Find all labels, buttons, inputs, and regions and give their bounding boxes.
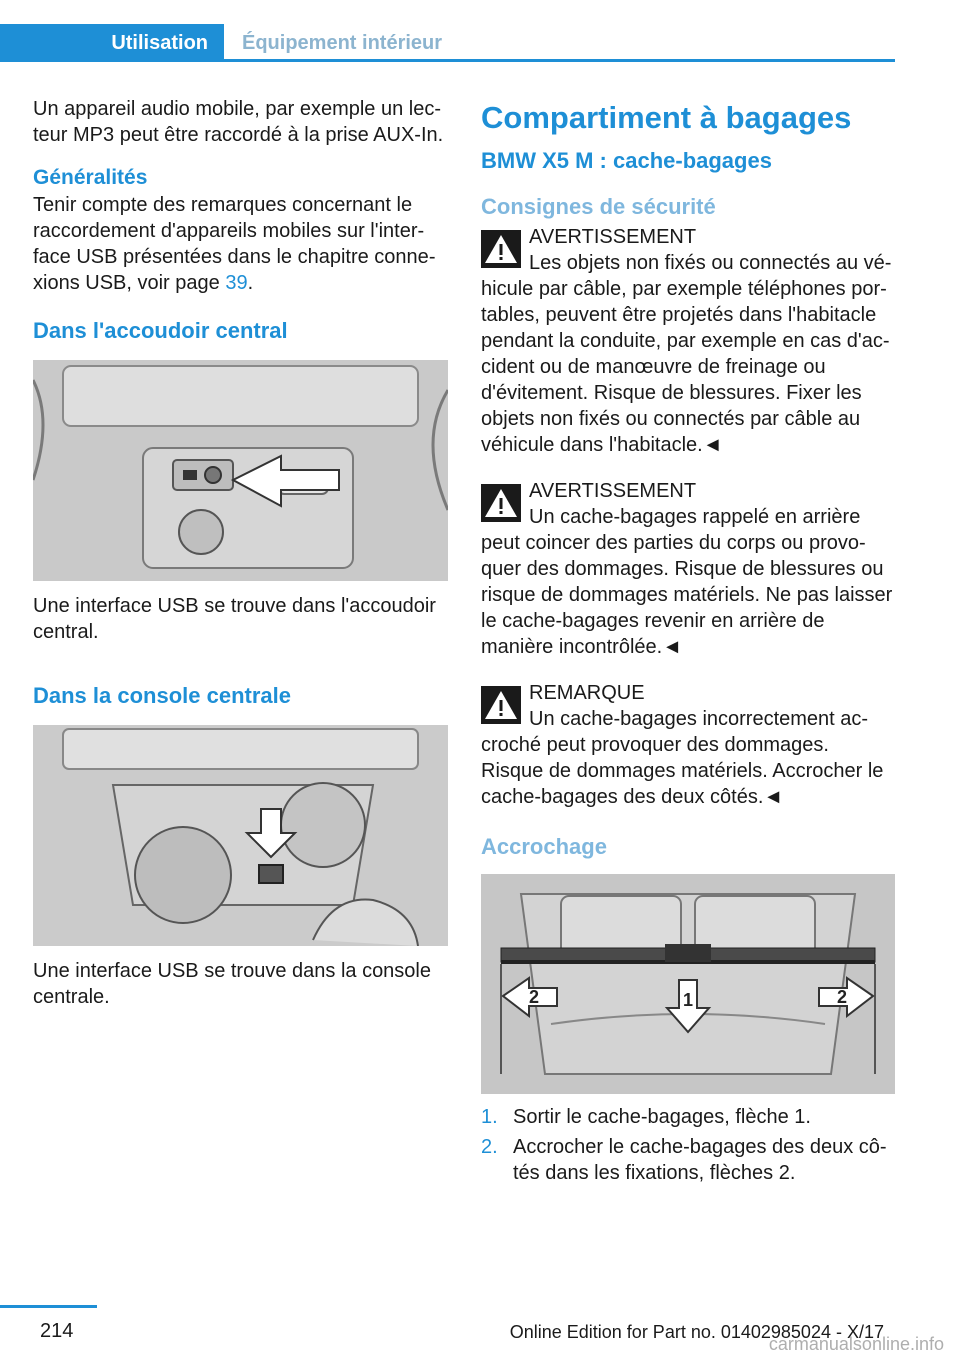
- page-header: [0, 24, 895, 62]
- chapter-tab: [242, 24, 442, 62]
- watermark: carmanualsonline.info: [768, 1334, 944, 1354]
- warning-title: AVERTISSEMENT: [529, 480, 697, 502]
- page-link[interactable]: 39: [225, 272, 248, 294]
- step-text: Accrocher le cache-bagages des deux côtés dans les fixations, flèches 2.: [513, 1136, 887, 1184]
- arrow-label-2-left: 2: [529, 987, 540, 1007]
- warning-block: [481, 224, 895, 458]
- chapter-label: Équipement intérieur: [242, 31, 443, 54]
- step-text: Sortir le cache-bagages, flèche 1.: [513, 1106, 811, 1128]
- footer-rule: [0, 1305, 97, 1308]
- left-column: [33, 96, 448, 1010]
- warning-triangle-icon: [481, 230, 521, 268]
- console-heading: Dans la console centrale: [33, 683, 291, 708]
- intro-paragraph: Un appareil audio mobile, par exemple un lecteur MP3 peut être raccordé à la prise AUX-In.: [33, 98, 444, 146]
- notice-title: REMARQUE: [529, 682, 645, 704]
- warning-triangle-icon: [481, 484, 521, 522]
- armrest-heading: Dans l'accoudoir central: [33, 318, 288, 343]
- luggage-cover-illustration: [481, 874, 895, 1094]
- warning-text: Les objets non fixés ou connectés au véhicule par câble, par exemple téléphones portables, peuvent être projetés dans l'habitacle pendant la conduite, par exemple en cas d'accident ou de manœuvre de freinage ou d'évitement. Risque de blessures. Fixer les objets non fixés ou connectés par câble au véhicule dans l'habitacle.◄: [481, 252, 892, 456]
- step-number: 2.: [481, 1136, 498, 1158]
- warning-triangle-icon: [481, 686, 521, 724]
- arrow-label-1: 1: [683, 990, 694, 1010]
- section-tab: [0, 24, 224, 62]
- page-number: 214: [40, 1320, 74, 1342]
- console-caption: Une interface USB se trouve dans la console centrale.: [33, 960, 431, 1008]
- general-text: Tenir compte des remarques concernant le raccordement d'appareils mobiles sur l'interface USB présentées dans le chapitre connexions USB, voir page: [33, 194, 436, 294]
- general-end: .: [247, 272, 254, 294]
- warning-title: AVERTISSEMENT: [529, 226, 697, 248]
- list-item: [481, 1134, 895, 1186]
- warning-block: [481, 478, 895, 660]
- section-title: Compartiment à bagages: [481, 100, 852, 135]
- edition-text: Online Edition for Part no. 01402985024 - X/17: [509, 1322, 884, 1342]
- hook-heading: Accrochage: [481, 834, 607, 859]
- subtitle: BMW X5 M : cache-bagages: [481, 148, 772, 173]
- right-column: [481, 96, 895, 1190]
- section-label: Utilisation: [111, 31, 208, 54]
- safety-heading: Consignes de sécurité: [481, 194, 716, 219]
- header-rule: [224, 59, 895, 62]
- general-heading: Généralités: [33, 166, 148, 189]
- armrest-usb-illustration: [33, 360, 448, 581]
- list-item: [481, 1104, 895, 1130]
- arrow-label-2-right: 2: [837, 987, 848, 1007]
- steps-list: [481, 1104, 895, 1186]
- step-number: 1.: [481, 1106, 498, 1128]
- warning-text: Un cache-bagages rappelé en arrière peut coincer des parties du corps ou provoquer des dommages. Risque de blessures ou risque de dommages matériels. Ne pas laisser le cache-bagages revenir en arrière de manière incontrôlée.◄: [481, 506, 893, 658]
- armrest-caption: Une interface USB se trouve dans l'accoudoir central.: [33, 595, 436, 643]
- general-paragraph: [33, 192, 448, 296]
- notice-text: Un cache-bagages incorrectement accroché peut provoquer des dommages. Risque de dommages matériels. Accrocher le cache-bagages des deux côtés.◄: [481, 708, 884, 808]
- console-usb-illustration: [33, 725, 448, 946]
- notice-block: [481, 680, 895, 810]
